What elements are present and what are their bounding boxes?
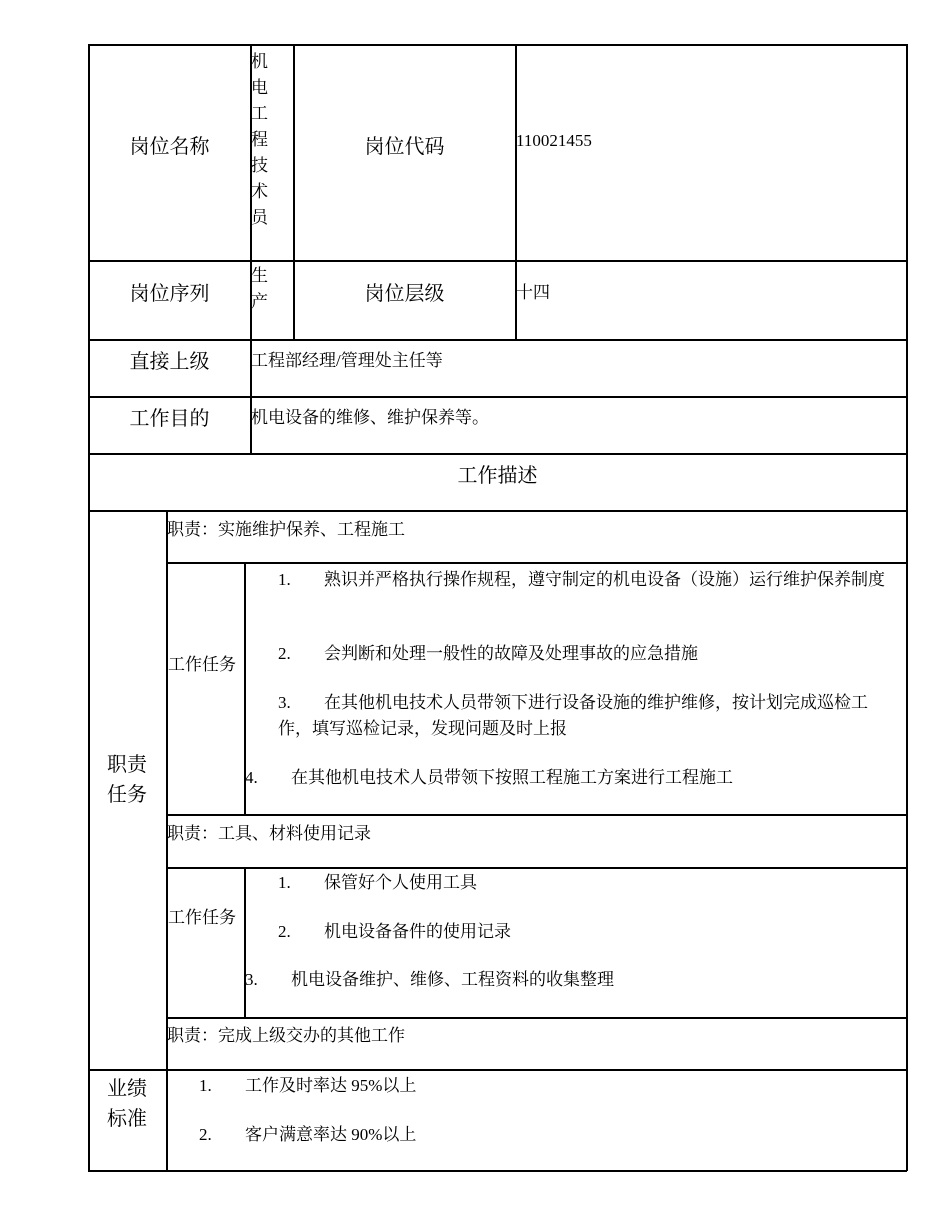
task-text: 机电设备备件的使用记录 bbox=[324, 922, 511, 941]
duty-1-task-2 bbox=[278, 641, 888, 667]
section-title: 工作描述 bbox=[457, 465, 538, 487]
duty-3-title: 职责：完成上级交办的其他工作 bbox=[167, 1026, 405, 1045]
duty-1-task-4 bbox=[245, 765, 895, 791]
position-series-label: 岗位序列 bbox=[129, 283, 210, 305]
duty-1-title: 职责：实施维护保养、工程施工 bbox=[167, 520, 405, 539]
duty-2-task-2 bbox=[278, 919, 888, 945]
task-number: 1. bbox=[278, 873, 291, 892]
position-name-label: 岗位名称 bbox=[129, 136, 210, 158]
task-text: 在其他机电技术人员带领下进行设备设施的维护维修，按计划完成巡检工作，填写巡检记录，发现问题及时上报 bbox=[278, 693, 868, 738]
item-text: 工作及时率达 95%以上 bbox=[245, 1076, 417, 1095]
performance-label: 业绩标准 bbox=[107, 1078, 147, 1130]
supervisor-label: 直接上级 bbox=[129, 351, 210, 373]
position-code-label: 岗位代码 bbox=[364, 136, 445, 158]
duty-2-task-label: 工作任务 bbox=[168, 908, 236, 927]
purpose-value: 机电设备的维修、维护保养等。 bbox=[251, 408, 489, 427]
task-text: 机电设备维护、维修、工程资料的收集整理 bbox=[291, 970, 614, 989]
task-text: 会判断和处理一般性的故障及处理事故的应急措施 bbox=[324, 644, 698, 663]
item-text: 客户满意率达 90%以上 bbox=[245, 1125, 417, 1144]
performance-item-2 bbox=[199, 1122, 889, 1148]
duty-2-title: 职责：工具、材料使用记录 bbox=[167, 824, 371, 843]
task-text: 在其他机电技术人员带领下按照工程施工方案进行工程施工 bbox=[291, 768, 733, 787]
duty-2-task-1 bbox=[278, 870, 888, 896]
task-text: 保管好个人使用工具 bbox=[324, 873, 477, 892]
position-level-label: 岗位层级 bbox=[364, 283, 445, 305]
duty-1-task-label: 工作任务 bbox=[168, 655, 236, 674]
position-code-value: 110021455 bbox=[516, 131, 592, 150]
task-number: 1. bbox=[278, 570, 291, 589]
supervisor-value: 工程部经理/管理处主任等 bbox=[251, 351, 443, 370]
item-number: 1. bbox=[199, 1076, 212, 1095]
task-number: 2. bbox=[278, 922, 291, 941]
purpose-label: 工作目的 bbox=[129, 408, 210, 430]
position-name-value: 机电工程技术员 bbox=[251, 52, 268, 227]
position-series-value: 生产 bbox=[251, 266, 268, 311]
duty-1-task-1 bbox=[278, 567, 888, 593]
duty-2-task-3 bbox=[245, 967, 895, 993]
task-number: 3. bbox=[245, 970, 258, 989]
duty-1-task-3 bbox=[278, 690, 888, 742]
task-number: 4. bbox=[245, 768, 258, 787]
task-text: 熟识并严格执行操作规程，遵守制定的机电设备（设施）运行维护保养制度 bbox=[324, 570, 885, 589]
duties-label: 职责任务 bbox=[107, 754, 147, 806]
task-number: 3. bbox=[278, 693, 291, 712]
performance-item-1 bbox=[199, 1073, 889, 1099]
task-number: 2. bbox=[278, 644, 291, 663]
position-level-value: 十四 bbox=[516, 283, 550, 302]
item-number: 2. bbox=[199, 1125, 212, 1144]
